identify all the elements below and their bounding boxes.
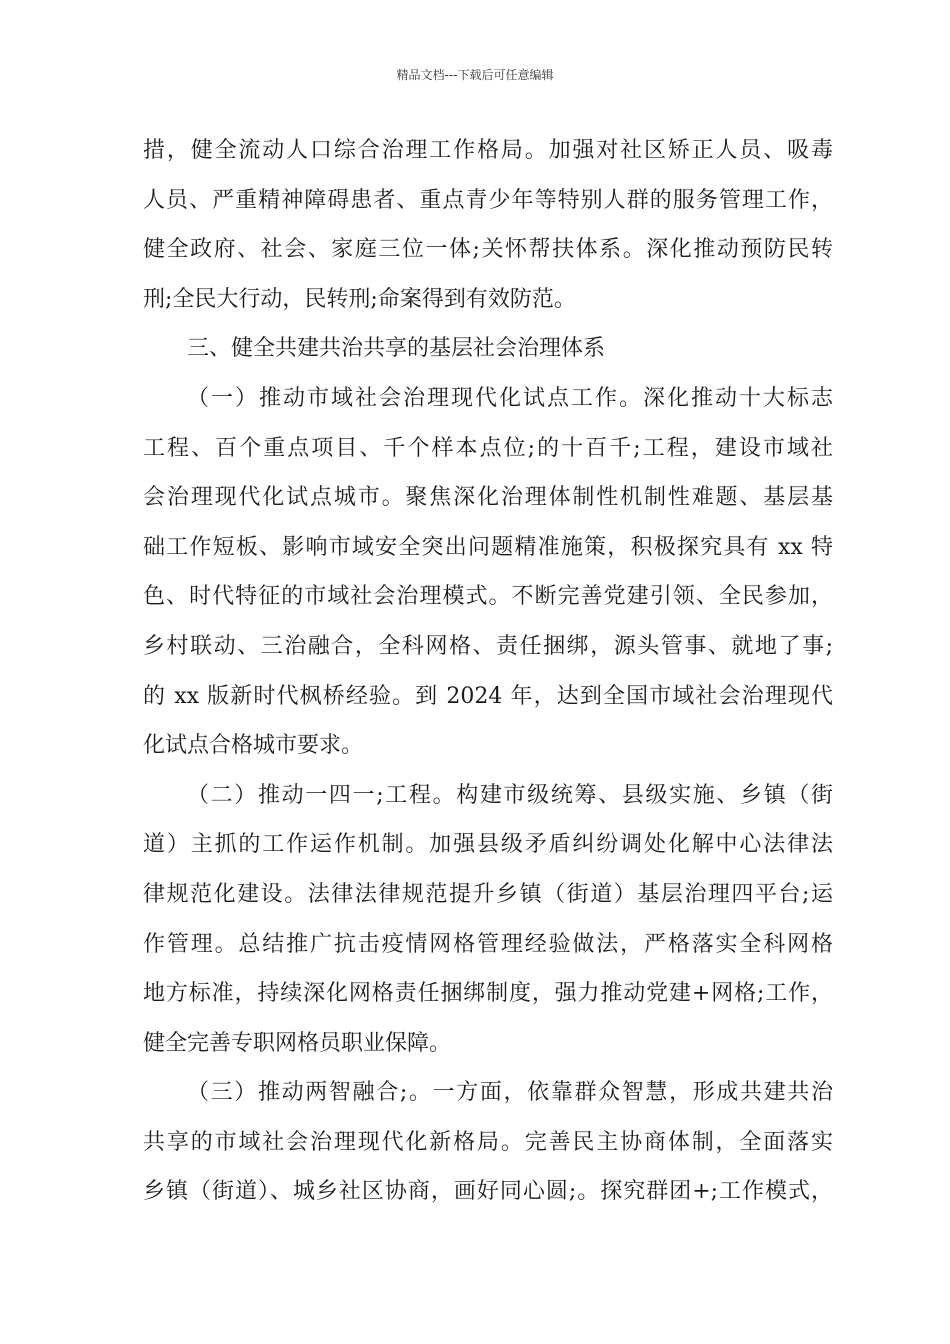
text-line: 健全完善专职网格员职业保障。 [143, 1030, 452, 1056]
page-header: 精品文档---下载后可任意编辑 [396, 68, 554, 82]
text-line: 共享的市域社会治理现代化新格局。完善民主协商体制，全面落实 [143, 1129, 833, 1155]
text-line: （一）推动市域社会治理现代化试点工作。深化推动十大标志 [187, 385, 833, 411]
text-line: 乡镇（街道）、城乡社区协商，画好同心圆;。探究群团+;工作模式， [143, 1179, 833, 1205]
text-line: 健全政府、社会、家庭三位一体;关怀帮扶体系。深化推动预防民转 [143, 237, 833, 263]
document-body [143, 131, 833, 1222]
text-line: 础工作短板、影响市域安全突出问题精准施策，积极探究具有 xx 特 [143, 534, 833, 560]
text-line: 人员、严重精神障碍患者、重点青少年等特别人群的服务管理工作， [143, 187, 833, 213]
text-line: 的 xx 版新时代枫桥经验。到 2024 年，达到全国市域社会治理现代 [143, 683, 833, 709]
text-line: 色、时代特征的市域社会治理模式。不断完善党建引领、全民参加， [143, 584, 833, 610]
text-line: 工程、百个重点项目、千个样本点位;的十百千;工程，建设市域社 [143, 435, 833, 461]
text-line: 作管理。总结推广抗击疫情网格管理经验做法，严格落实全科网格 [143, 931, 833, 957]
text-line: 道）主抓的工作运作机制。加强县级矛盾纠纷调处化解中心法律法 [143, 832, 833, 858]
text-line: （二）推动一四一;工程。构建市级统筹、县级实施、乡镇（街 [187, 782, 833, 808]
text-line: 会治理现代化试点城市。聚焦深化治理体制性机制性难题、基层基 [143, 485, 833, 511]
text-line: 刑;全民大行动，民转刑;命案得到有效防范。 [143, 286, 576, 312]
text-line: 乡村联动、三治融合，全科网格、责任捆绑，源头管事、就地了事; [143, 633, 833, 659]
text-line: （三）推动两智融合;。一方面，依靠群众智慧，形成共建共治 [187, 1080, 833, 1106]
text-line: 措，健全流动人口综合治理工作格局。加强对社区矫正人员、吸毒 [143, 138, 833, 163]
text-line: 律规范化建设。法律法律规范提升乡镇（街道）基层治理四平台;运 [143, 881, 833, 907]
text-line: 三、健全共建共治共享的基层社会治理体系 [187, 336, 606, 362]
text-line: 地方标准，持续深化网格责任捆绑制度，强力推动党建+网格;工作， [143, 981, 833, 1007]
text-line: 化试点合格城市要求。 [143, 733, 364, 759]
